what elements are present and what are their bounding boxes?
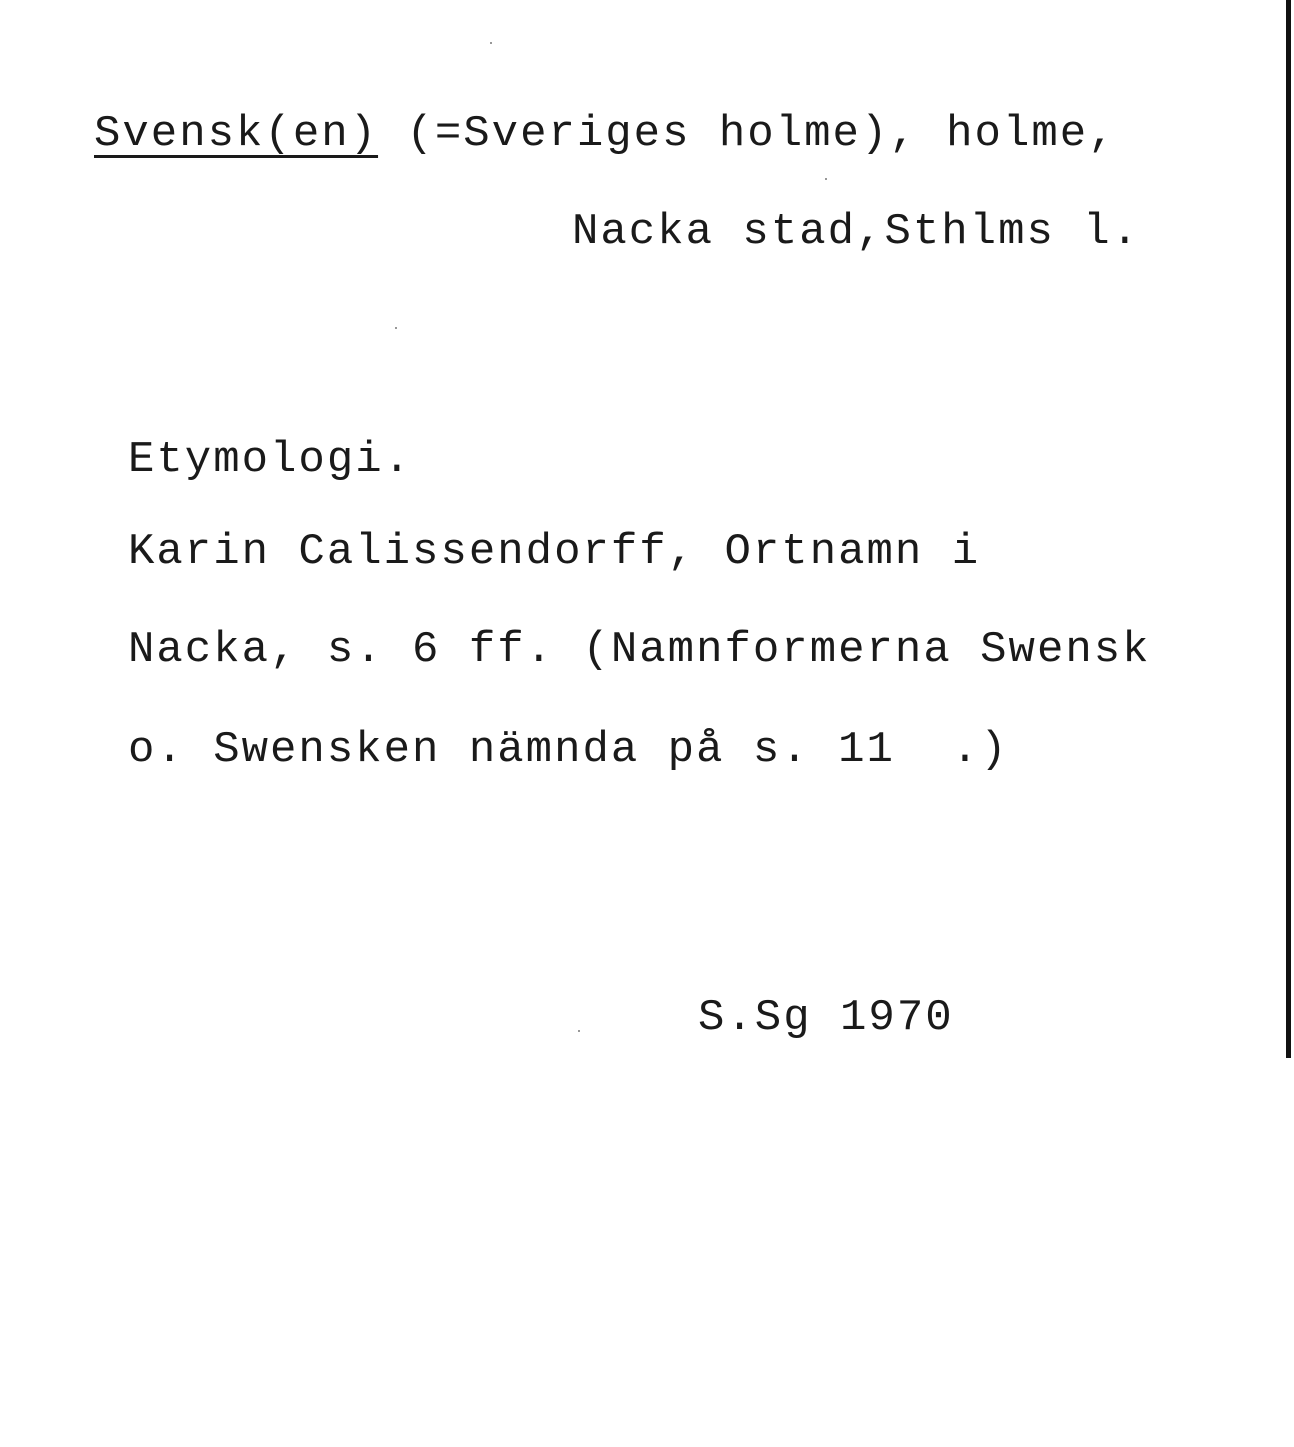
body-line: Nacka, s. 6 ff. (Namnformerna Swensk bbox=[128, 625, 1151, 675]
heading-description: (=Sveriges holme), holme, bbox=[378, 109, 1117, 159]
heading-location: Nacka stad,Sthlms l. bbox=[572, 207, 1141, 257]
signature: S.Sg 1970 bbox=[698, 993, 954, 1043]
dust-speck bbox=[490, 42, 492, 44]
section-label: Etymologi. bbox=[128, 435, 413, 485]
heading-line bbox=[94, 109, 1117, 159]
dust-speck bbox=[578, 1030, 580, 1032]
dust-speck bbox=[825, 178, 827, 180]
card-edge bbox=[1286, 0, 1291, 1058]
headword: Svensk(en) bbox=[94, 109, 379, 159]
body-line: o. Swensken nämnda på s. 11 .) bbox=[128, 725, 1009, 775]
dust-speck bbox=[395, 327, 397, 329]
body-line: Karin Calissendorff, Ortnamn i bbox=[128, 527, 981, 577]
